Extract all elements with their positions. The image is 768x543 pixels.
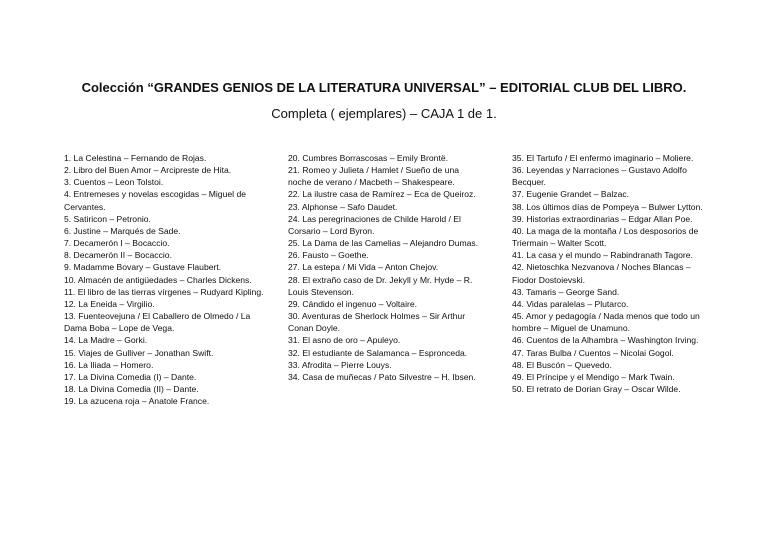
book-list-item: 6. Justine – Marqués de Sade. [64, 225, 181, 236]
book-list-item: 34. Casa de muñecas / Pato Silvestre – H. Ibsen. [288, 371, 476, 382]
book-list-item: 1. La Celestina – Fernando de Rojas. [64, 153, 207, 163]
book-list-column-2 [288, 152, 480, 383]
book-list-item: 7. Decamerón I – Bocaccio. [64, 238, 170, 249]
book-list-item: 36. Leyendas y Narraciones – Gustavo Adolfo Becquer. [512, 165, 687, 188]
book-list-item: 9. Madamme Bovary – Gustave Flaubert. [64, 262, 222, 273]
book-list-item: 16. La Iliada – Homero. [64, 359, 154, 370]
book-list-item: 22. La ilustre casa de Ramírez – Eca de Queiroz. [288, 189, 476, 200]
book-list-item: 35. El Tartufo / El enfermo imaginario – Moliere. [512, 153, 694, 163]
book-list-item: 37. Eugenie Grandet – Balzac. [512, 189, 630, 200]
book-list-item: 4. Entremeses y novelas escogidas – Miguel de Cervantes. [64, 189, 247, 212]
book-list-item: 50. El retrato de Dorian Gray – Oscar Wilde. [512, 383, 681, 394]
book-list-item: 25. La Dama de las Camelias – Alejandro Dumas. [288, 238, 479, 249]
page-title: Colección “GRANDES GENIOS DE LA LITERATURA UNIVERSAL” – EDITORIAL CLUB DEL LIBRO. [81, 80, 687, 95]
book-list-item: 41. La casa y el mundo – Rabindranath Tagore. [512, 250, 693, 261]
book-list-column-3 [512, 152, 712, 395]
book-list-item: 49. El Príncipe y el Mendigo – Mark Twain. [512, 371, 675, 382]
book-list-item: 17. La Divina Comedia (I) – Dante. [64, 371, 197, 382]
book-list-item: 5. Satiricon – Petronio. [64, 213, 151, 224]
book-list-item: 19. La azucena roja – Anatole France. [64, 396, 210, 407]
book-list-item: 2. Libro del Buen Amor – Arcipreste de Hita. [64, 165, 232, 176]
book-list-item: 24. Las peregrinaciones de Childe Harold / El Corsario – Lord Byron. [288, 213, 461, 236]
book-list-item: 44. Vidas paralelas – Plutarco. [512, 298, 629, 309]
book-list-item: 48. El Buscón – Quevedo. [512, 359, 612, 370]
book-list-item: 38. Los últimos días de Pompeya – Bulwer Lytton. [512, 201, 703, 212]
book-list-item: 3. Cuentos – Leon Tolstoi. [64, 177, 164, 188]
book-list-column-1 [64, 152, 264, 407]
book-list-item: 32. El estudiante de Salamanca – Espronceda. [288, 347, 468, 358]
book-list-item: 45. Amor y pedagogía / Nada menos que todo un hombre – Miguel de Unamuno. [512, 311, 700, 334]
book-list-item: 27. La estepa / Mi Vida – Anton Chejov. [288, 262, 439, 273]
book-list-item: 20. Cumbres Borrascosas – Emily Brontë. [288, 153, 448, 163]
book-list-item: 43. Tamaris – George Sand. [512, 286, 620, 297]
book-list-item: 29. Cándido el ingenuo – Voltaire. [288, 298, 418, 309]
book-list-item: 11. El libro de las tierras vírgenes – Rudyard Kipling. [64, 286, 264, 297]
book-list-item: 47. Taras Bulba / Cuentos – Nicolai Gogol. [512, 347, 674, 358]
book-list-item: 15. Viajes de Gulliver – Jonathan Swift. [64, 347, 214, 358]
book-list-item: 28. El extraño caso de Dr. Jekyll y Mr. Hyde – R. Louis Stevenson. [288, 274, 473, 297]
book-list-item: 40. La maga de la montaña / Los desposorios de Triermain – Walter Scott. [512, 225, 699, 249]
book-list-item: 42. Nietoschka Nezvanova / Noches Blancas – Fiodor Dostoievski. [512, 262, 691, 285]
book-list-item: 21. Romeo y Julieta / Hamlet / Sueño de una noche de verano / Macbeth – Shakespeare. [288, 165, 460, 188]
book-list-item: 8. Decamerón II – Bocaccio. [64, 250, 172, 261]
book-list-item: 39. Historias extraordinarias – Edgar Allan Poe. [512, 213, 693, 224]
book-list-item: 31. El asno de oro – Apuleyo. [288, 335, 401, 346]
book-list-item: 33. Afrodita – Pierre Louys. [288, 359, 392, 370]
book-list-item: 23. Alphonse – Safo Daudet. [288, 201, 398, 212]
book-list-item: 12. La Eneida – Virgilio. [64, 298, 155, 309]
page-subtitle: Completa ( ejemplares) – CAJA 1 de 1. [271, 106, 497, 121]
book-list-item: 13. Fuenteovejuna / El Caballero de Olmedo / La Dama Boba – Lope de Vega. [64, 311, 251, 334]
book-list-item: 10. Almacén de antigüedades – Charles Dickens. [64, 274, 252, 285]
book-list-item: 26. Fausto – Goethe. [288, 250, 369, 261]
book-list-item: 14. La Madre – Gorki. [64, 335, 148, 346]
book-list-item: 30. Aventuras de Sherlock Holmes – Sir Arthur Conan Doyle. [288, 311, 466, 334]
book-list-item: 18. La Divina Comedia (II) – Dante. [64, 383, 199, 394]
book-list-item: 46. Cuentos de la Alhambra – Washington Irving. [512, 335, 699, 346]
